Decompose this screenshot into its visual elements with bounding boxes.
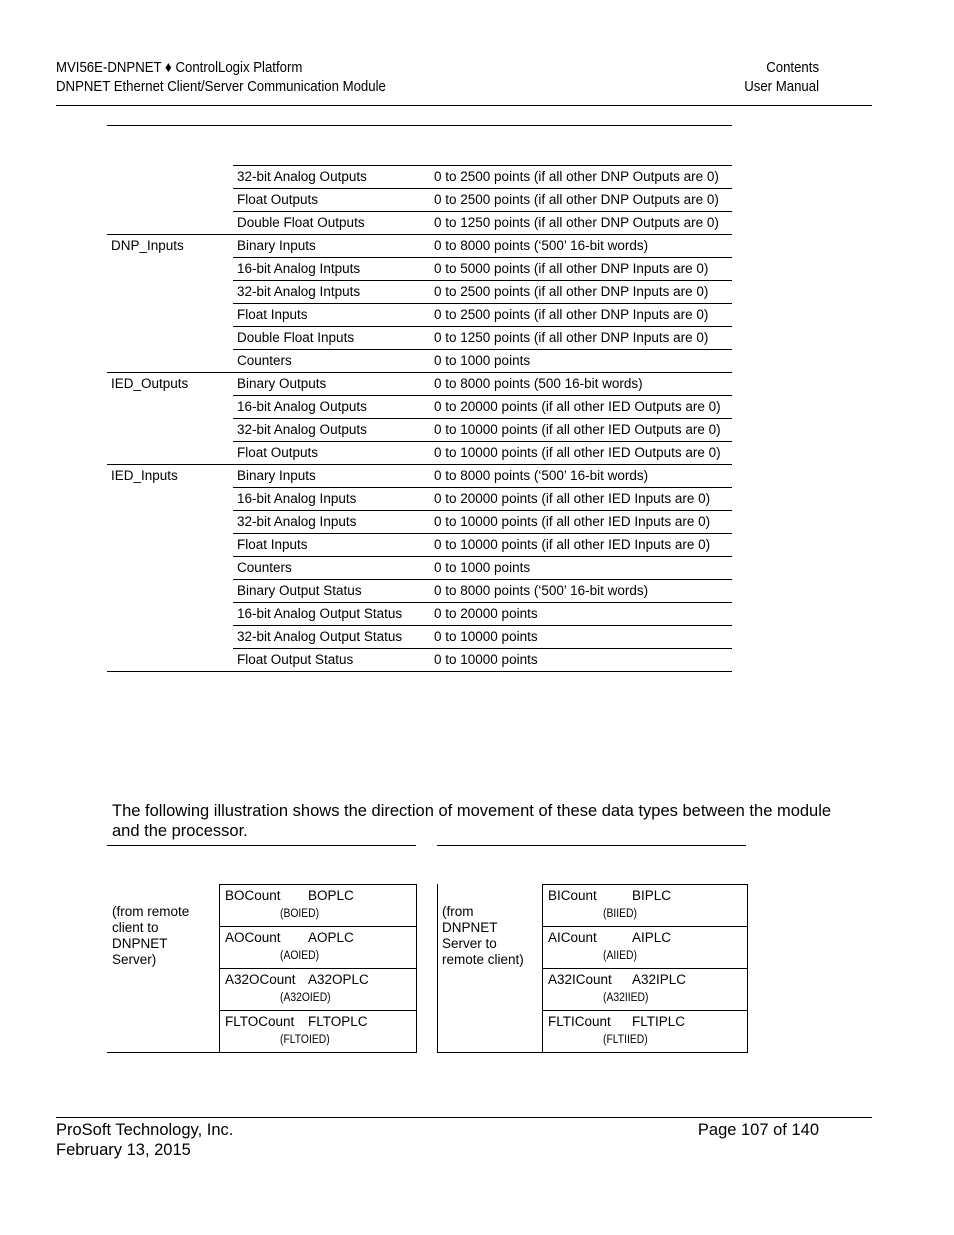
- table-row: [107, 189, 732, 212]
- table-row: [107, 166, 732, 189]
- inputs-cell-analog32: [543, 968, 748, 1010]
- group-cell: [107, 327, 233, 350]
- footer-company: ProSoft Technology, Inc.: [56, 1121, 234, 1139]
- group-cell: [107, 626, 233, 649]
- left-diagram-rule: [107, 845, 416, 846]
- inputs-cell-binary: [543, 884, 748, 926]
- footer-left: [56, 1120, 233, 1160]
- outputs-cell-analog: [220, 926, 417, 968]
- footer-date: February 13, 2015: [56, 1141, 191, 1159]
- range-cell: 0 to 20000 points (if all other IED Outputs are 0): [430, 396, 732, 419]
- cell-ied: (AIIED): [603, 950, 637, 962]
- data-types-table: [107, 165, 732, 672]
- type-cell: 16-bit Analog Intputs: [233, 258, 430, 281]
- group-cell: [107, 212, 233, 235]
- outputs-cells: [220, 884, 417, 1053]
- table-row: [107, 373, 732, 396]
- range-cell: 0 to 5000 points (if all other DNP Inputs are 0): [430, 258, 732, 281]
- cell-count: BICount: [548, 888, 597, 903]
- cell-plc: FLTIPLC: [632, 1014, 686, 1029]
- range-cell: 0 to 2500 points (if all other DNP Inputs are 0): [430, 281, 732, 304]
- header-left: [56, 58, 386, 96]
- type-cell: Float Outputs: [233, 189, 430, 212]
- table-row: [107, 396, 732, 419]
- outputs-direction: [107, 884, 220, 1053]
- range-cell: 0 to 10000 points (if all other IED Outputs are 0): [430, 419, 732, 442]
- range-cell: 0 to 10000 points (if all other IED Outputs are 0): [430, 442, 732, 465]
- table-row: [107, 534, 732, 557]
- group-cell: [107, 189, 233, 212]
- table-row: [107, 442, 732, 465]
- footer-page-number: Page 107 of 140: [697, 1121, 819, 1139]
- illustration-intro: The following illustration shows the direction of movement of these data types between the module and the processor.: [112, 802, 832, 840]
- range-cell: 0 to 20000 points (if all other IED Inputs are 0): [430, 488, 732, 511]
- cell-ied: (A32OIED): [280, 992, 331, 1004]
- table-row: [107, 488, 732, 511]
- group-cell: DNP_Inputs: [107, 235, 233, 258]
- inputs-direction-label: (from DNPNET Server to remote client): [442, 904, 524, 967]
- type-cell: Binary Inputs: [233, 465, 430, 488]
- cell-count: AICount: [548, 930, 597, 945]
- table-row: [107, 327, 732, 350]
- inputs-cells: [543, 884, 748, 1053]
- outputs-flow-diagram: [107, 884, 417, 1053]
- cell-ied: (AOIED): [280, 950, 320, 962]
- outputs-cell-analog32: [220, 968, 417, 1010]
- range-cell: 0 to 2500 points (if all other DNP Outputs are 0): [430, 166, 732, 189]
- cell-plc: FLTOPLC: [308, 1014, 368, 1029]
- type-cell: Double Float Inputs: [233, 327, 430, 350]
- type-cell: Float Output Status: [233, 649, 430, 672]
- range-cell: 0 to 10000 points: [430, 649, 732, 672]
- group-cell: IED_Inputs: [107, 465, 233, 488]
- type-cell: 16-bit Analog Output Status: [233, 603, 430, 626]
- table-row: [107, 649, 732, 672]
- range-cell: 0 to 20000 points: [430, 603, 732, 626]
- inputs-cell-float: [543, 1010, 748, 1053]
- type-cell: 32-bit Analog Inputs: [233, 511, 430, 534]
- type-cell: 32-bit Analog Intputs: [233, 281, 430, 304]
- type-cell: Counters: [233, 557, 430, 580]
- cell-plc: AOPLC: [308, 930, 354, 945]
- cell-count: FLTICount: [548, 1014, 611, 1029]
- type-cell: Binary Outputs: [233, 373, 430, 396]
- header-product: MVI56E-DNPNET ♦ ControlLogix Platform: [56, 59, 303, 76]
- group-cell: [107, 396, 233, 419]
- range-cell: 0 to 10000 points (if all other IED Inputs are 0): [430, 534, 732, 557]
- cell-count: A32OCount: [225, 972, 296, 987]
- cell-ied: (BIIED): [603, 908, 637, 920]
- type-cell: 32-bit Analog Output Status: [233, 626, 430, 649]
- table-row: [107, 603, 732, 626]
- type-cell: Float Inputs: [233, 304, 430, 327]
- range-cell: 0 to 1000 points: [430, 557, 732, 580]
- range-cell: 0 to 8000 points (500 16-bit words): [430, 373, 732, 396]
- type-cell: Float Outputs: [233, 442, 430, 465]
- range-cell: 0 to 8000 points (‘500’ 16-bit words): [430, 235, 732, 258]
- table-row: [107, 212, 732, 235]
- table-row: [107, 304, 732, 327]
- header-module: DNPNET Ethernet Client/Server Communication Module: [56, 78, 386, 95]
- header-rule: [56, 105, 872, 106]
- group-cell: [107, 603, 233, 626]
- range-cell: 0 to 1250 points (if all other DNP Outputs are 0): [430, 212, 732, 235]
- cell-count: BOCount: [225, 888, 281, 903]
- inputs-flow-diagram: [437, 884, 748, 1053]
- table-row: [107, 258, 732, 281]
- range-cell: 0 to 8000 points (‘500’ 16-bit words): [430, 580, 732, 603]
- cell-ied: (BOIED): [280, 908, 320, 920]
- cell-plc: A32OPLC: [308, 972, 369, 987]
- outputs-cell-float: [220, 1010, 417, 1053]
- right-diagram-rule: [437, 845, 746, 846]
- cell-count: A32ICount: [548, 972, 612, 987]
- group-cell: [107, 649, 233, 672]
- type-cell: Binary Output Status: [233, 580, 430, 603]
- cell-ied: (FLTOIED): [280, 1034, 330, 1046]
- cell-plc: A32IPLC: [632, 972, 687, 987]
- type-cell: Double Float Outputs: [233, 212, 430, 235]
- group-cell: [107, 166, 233, 189]
- table-row: [107, 350, 732, 373]
- group-cell: [107, 258, 233, 281]
- group-cell: [107, 419, 233, 442]
- group-cell: [107, 534, 233, 557]
- range-cell: 0 to 1250 points (if all other DNP Inputs are 0): [430, 327, 732, 350]
- group-cell: [107, 304, 233, 327]
- header-doc-type: User Manual: [744, 78, 819, 95]
- outputs-cell-binary: [220, 884, 417, 926]
- range-cell: 0 to 2500 points (if all other DNP Outputs are 0): [430, 189, 732, 212]
- type-cell: 16-bit Analog Inputs: [233, 488, 430, 511]
- range-cell: 0 to 10000 points: [430, 626, 732, 649]
- cell-ied: (A32IIED): [603, 992, 649, 1004]
- range-cell: 0 to 10000 points (if all other IED Inputs are 0): [430, 511, 732, 534]
- type-cell: Binary Inputs: [233, 235, 430, 258]
- group-cell: [107, 442, 233, 465]
- cell-plc: BOPLC: [308, 888, 354, 903]
- header-section: Contents: [766, 59, 819, 76]
- group-cell: [107, 557, 233, 580]
- table-row: [107, 235, 732, 258]
- outputs-direction-label: (from remote client to DNPNET Server): [112, 904, 190, 967]
- group-cell: [107, 580, 233, 603]
- table-top-rule: [107, 125, 732, 126]
- inputs-direction: [438, 884, 543, 1053]
- cell-count: AOCount: [225, 930, 281, 945]
- group-cell: [107, 350, 233, 373]
- inputs-cell-analog: [543, 926, 748, 968]
- cell-plc: AIPLC: [632, 930, 672, 945]
- header-right: [744, 58, 819, 96]
- group-cell: [107, 511, 233, 534]
- cell-count: FLTOCount: [225, 1014, 295, 1029]
- range-cell: 0 to 1000 points: [430, 350, 732, 373]
- table-row: [107, 580, 732, 603]
- type-cell: Counters: [233, 350, 430, 373]
- table-row: [107, 511, 732, 534]
- type-cell: Float Inputs: [233, 534, 430, 557]
- table-row: [107, 626, 732, 649]
- group-cell: [107, 281, 233, 304]
- type-cell: 32-bit Analog Outputs: [233, 419, 430, 442]
- cell-ied: (FLTIIED): [603, 1034, 648, 1046]
- type-cell: 16-bit Analog Outputs: [233, 396, 430, 419]
- cell-plc: BIPLC: [632, 888, 672, 903]
- table-row: [107, 419, 732, 442]
- table-row: [107, 557, 732, 580]
- footer-rule: [56, 1117, 872, 1118]
- range-cell: 0 to 2500 points (if all other DNP Inputs are 0): [430, 304, 732, 327]
- range-cell: 0 to 8000 points (‘500’ 16-bit words): [430, 465, 732, 488]
- group-cell: [107, 488, 233, 511]
- table-row: [107, 281, 732, 304]
- group-cell: IED_Outputs: [107, 373, 233, 396]
- type-cell: 32-bit Analog Outputs: [233, 166, 430, 189]
- table-row: [107, 465, 732, 488]
